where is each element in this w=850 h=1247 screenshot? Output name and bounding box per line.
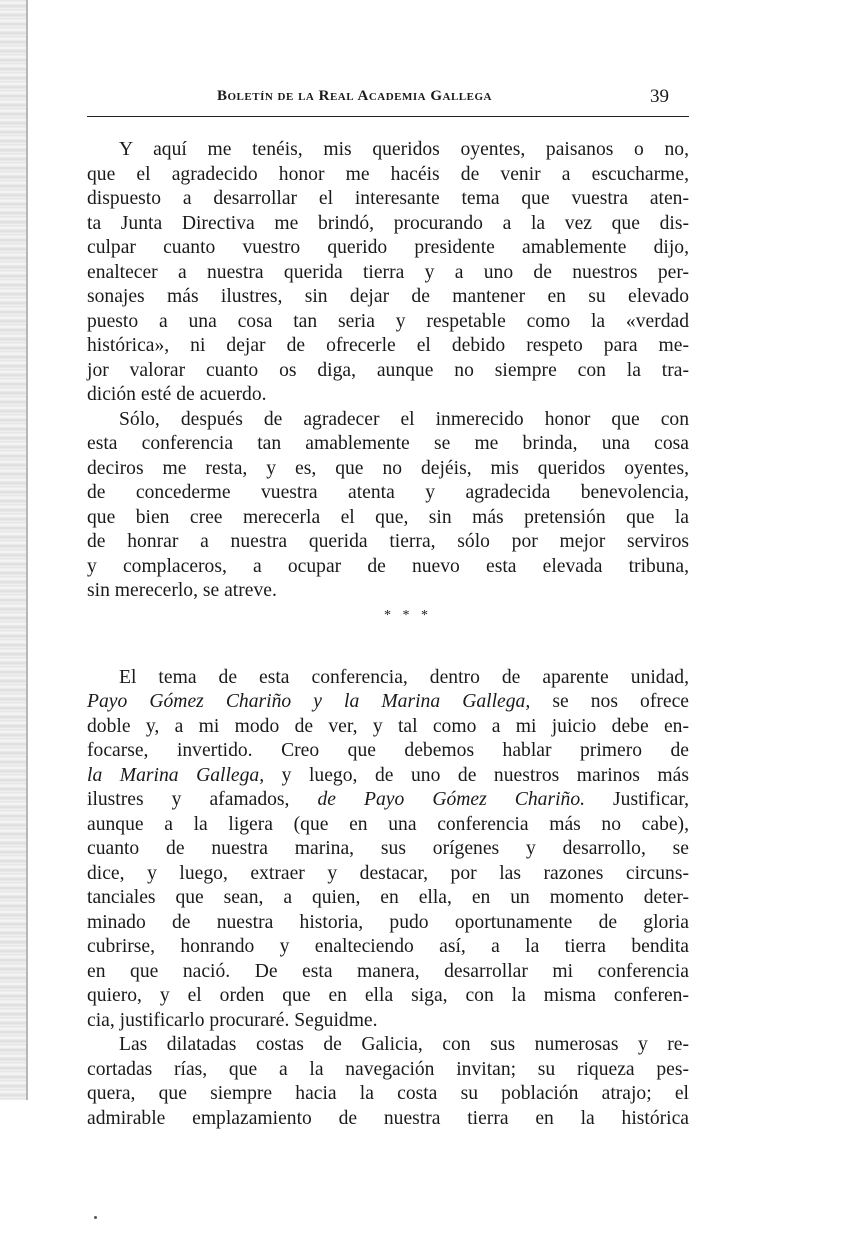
text-line: Sólo, después de agradecer el inmerecido honor que con — [119, 408, 689, 430]
text-line: admirable emplazamiento de nuestra tierra en la histórica — [87, 1107, 689, 1129]
text-line: que bien cree merecerla el que, sin más pretensión que la — [87, 506, 689, 528]
text-line: aunque a la ligera (que en una conferencia más no cabe), — [87, 813, 689, 835]
page-number: 39 — [650, 86, 669, 107]
text-line: histórica», ni dejar de ofrecerle el debido respeto para me- — [87, 335, 689, 356]
text-line: de honrar a nuestra querida tierra, sólo por mejor serviros — [87, 531, 689, 552]
text-line: y complaceros, a ocupar de nuevo esta elevada tribuna, — [87, 555, 689, 577]
text-line: doble y, a mi modo de ver, y tal como a mi juicio debe en- — [87, 715, 689, 737]
text-line: de concederme vuestra atenta y agradecida benevolencia, — [87, 482, 689, 503]
section-separator: * * * — [384, 607, 432, 623]
text-line: tanciales que sean, a quien, en ella, en un momento deter- — [87, 887, 689, 908]
text-line: quera, que siempre hacia la costa su población atrajo; el — [87, 1083, 689, 1104]
text-line: culpar cuanto vuestro querido presidente amablemente dijo, — [87, 237, 689, 258]
text-line: ta Junta Directiva me brindó, procurando a la vez que dis- — [87, 212, 689, 234]
text-line: deciros me resta, y es, que no dejéis, mis queridos oyentes, — [87, 457, 689, 479]
text-line: Las dilatadas costas de Galicia, con sus numerosas y re- — [119, 1034, 689, 1055]
article-body — [87, 138, 689, 1131]
text-line: focarse, invertido. Creo que debemos hablar primero de — [87, 740, 689, 761]
text-line: dice, y luego, extraer y destacar, por las razones circuns- — [87, 862, 689, 884]
scan-binding-edge — [0, 0, 28, 1100]
italic-title: de Payo Gómez Chariño. — [317, 789, 586, 810]
text-line: sonajes más ilustres, sin dejar de mantener en su elevado — [87, 286, 689, 307]
text-line: dispuesto a desarrollar el interesante tema que vuestra aten- — [87, 188, 689, 209]
text-line: sin merecerlo, se atreve. — [87, 580, 277, 601]
text-line: cuanto de nuestra marina, sus orígenes y desarrollo, se — [87, 838, 689, 859]
running-title: Boletín de la Real Academia Gallega — [217, 88, 492, 104]
paragraph-3 — [87, 666, 689, 1034]
paragraph-1 — [87, 138, 689, 408]
text-line: en que nació. De esta manera, desarrollar mi conferencia — [87, 960, 689, 982]
scan-speck — [94, 1216, 97, 1219]
text-line: jor valorar cuanto os diga, aunque no siempre con la tra- — [87, 359, 689, 381]
text-line: minado de nuestra historia, pudo oportunamente de gloria — [87, 911, 689, 933]
text-line: El tema de esta conferencia, dentro de aparente unidad, — [119, 666, 689, 688]
text-line: dición esté de acuerdo. — [87, 384, 267, 405]
italic-title: la Marina Gallega, — [87, 764, 265, 786]
text-line: ilustres y afamados, de Payo Gómez Chariño. Justificar, — [87, 789, 689, 810]
text-line: puesto a una cosa tan seria y respetable como la «verdad — [87, 310, 689, 332]
text-line: que el agradecido honor me hacéis de venir a escucharme, — [87, 163, 689, 185]
paragraph-4 — [87, 1033, 689, 1131]
text-line: la Marina Gallega, y luego, de uno de nuestros marinos más — [87, 764, 689, 786]
paragraph-2 — [87, 408, 689, 604]
page-header — [87, 86, 689, 117]
text-line: Payo Gómez Chariño y la Marina Gallega, se nos ofrece — [87, 691, 689, 712]
text-line: enaltecer a nuestra querida tierra y a uno de nuestros per- — [87, 261, 689, 283]
text-line: cubrirse, honrando y enalteciendo así, a la tierra bendita — [87, 936, 689, 957]
text-line: cortadas rías, que a la navegación invitan; su riqueza pes- — [87, 1058, 689, 1080]
text-line: esta conferencia tan amablemente se me brinda, una cosa — [87, 433, 689, 454]
text-line: Y aquí me tenéis, mis queridos oyentes, paisanos o no, — [119, 139, 689, 160]
italic-title: Payo Gómez Chariño y la Marina Gallega, — [87, 691, 531, 712]
text-line: cia, justificarlo procuraré. Seguidme. — [87, 1009, 378, 1031]
text-line: quiero, y el orden que en ella siga, con la misma conferen- — [87, 985, 689, 1006]
